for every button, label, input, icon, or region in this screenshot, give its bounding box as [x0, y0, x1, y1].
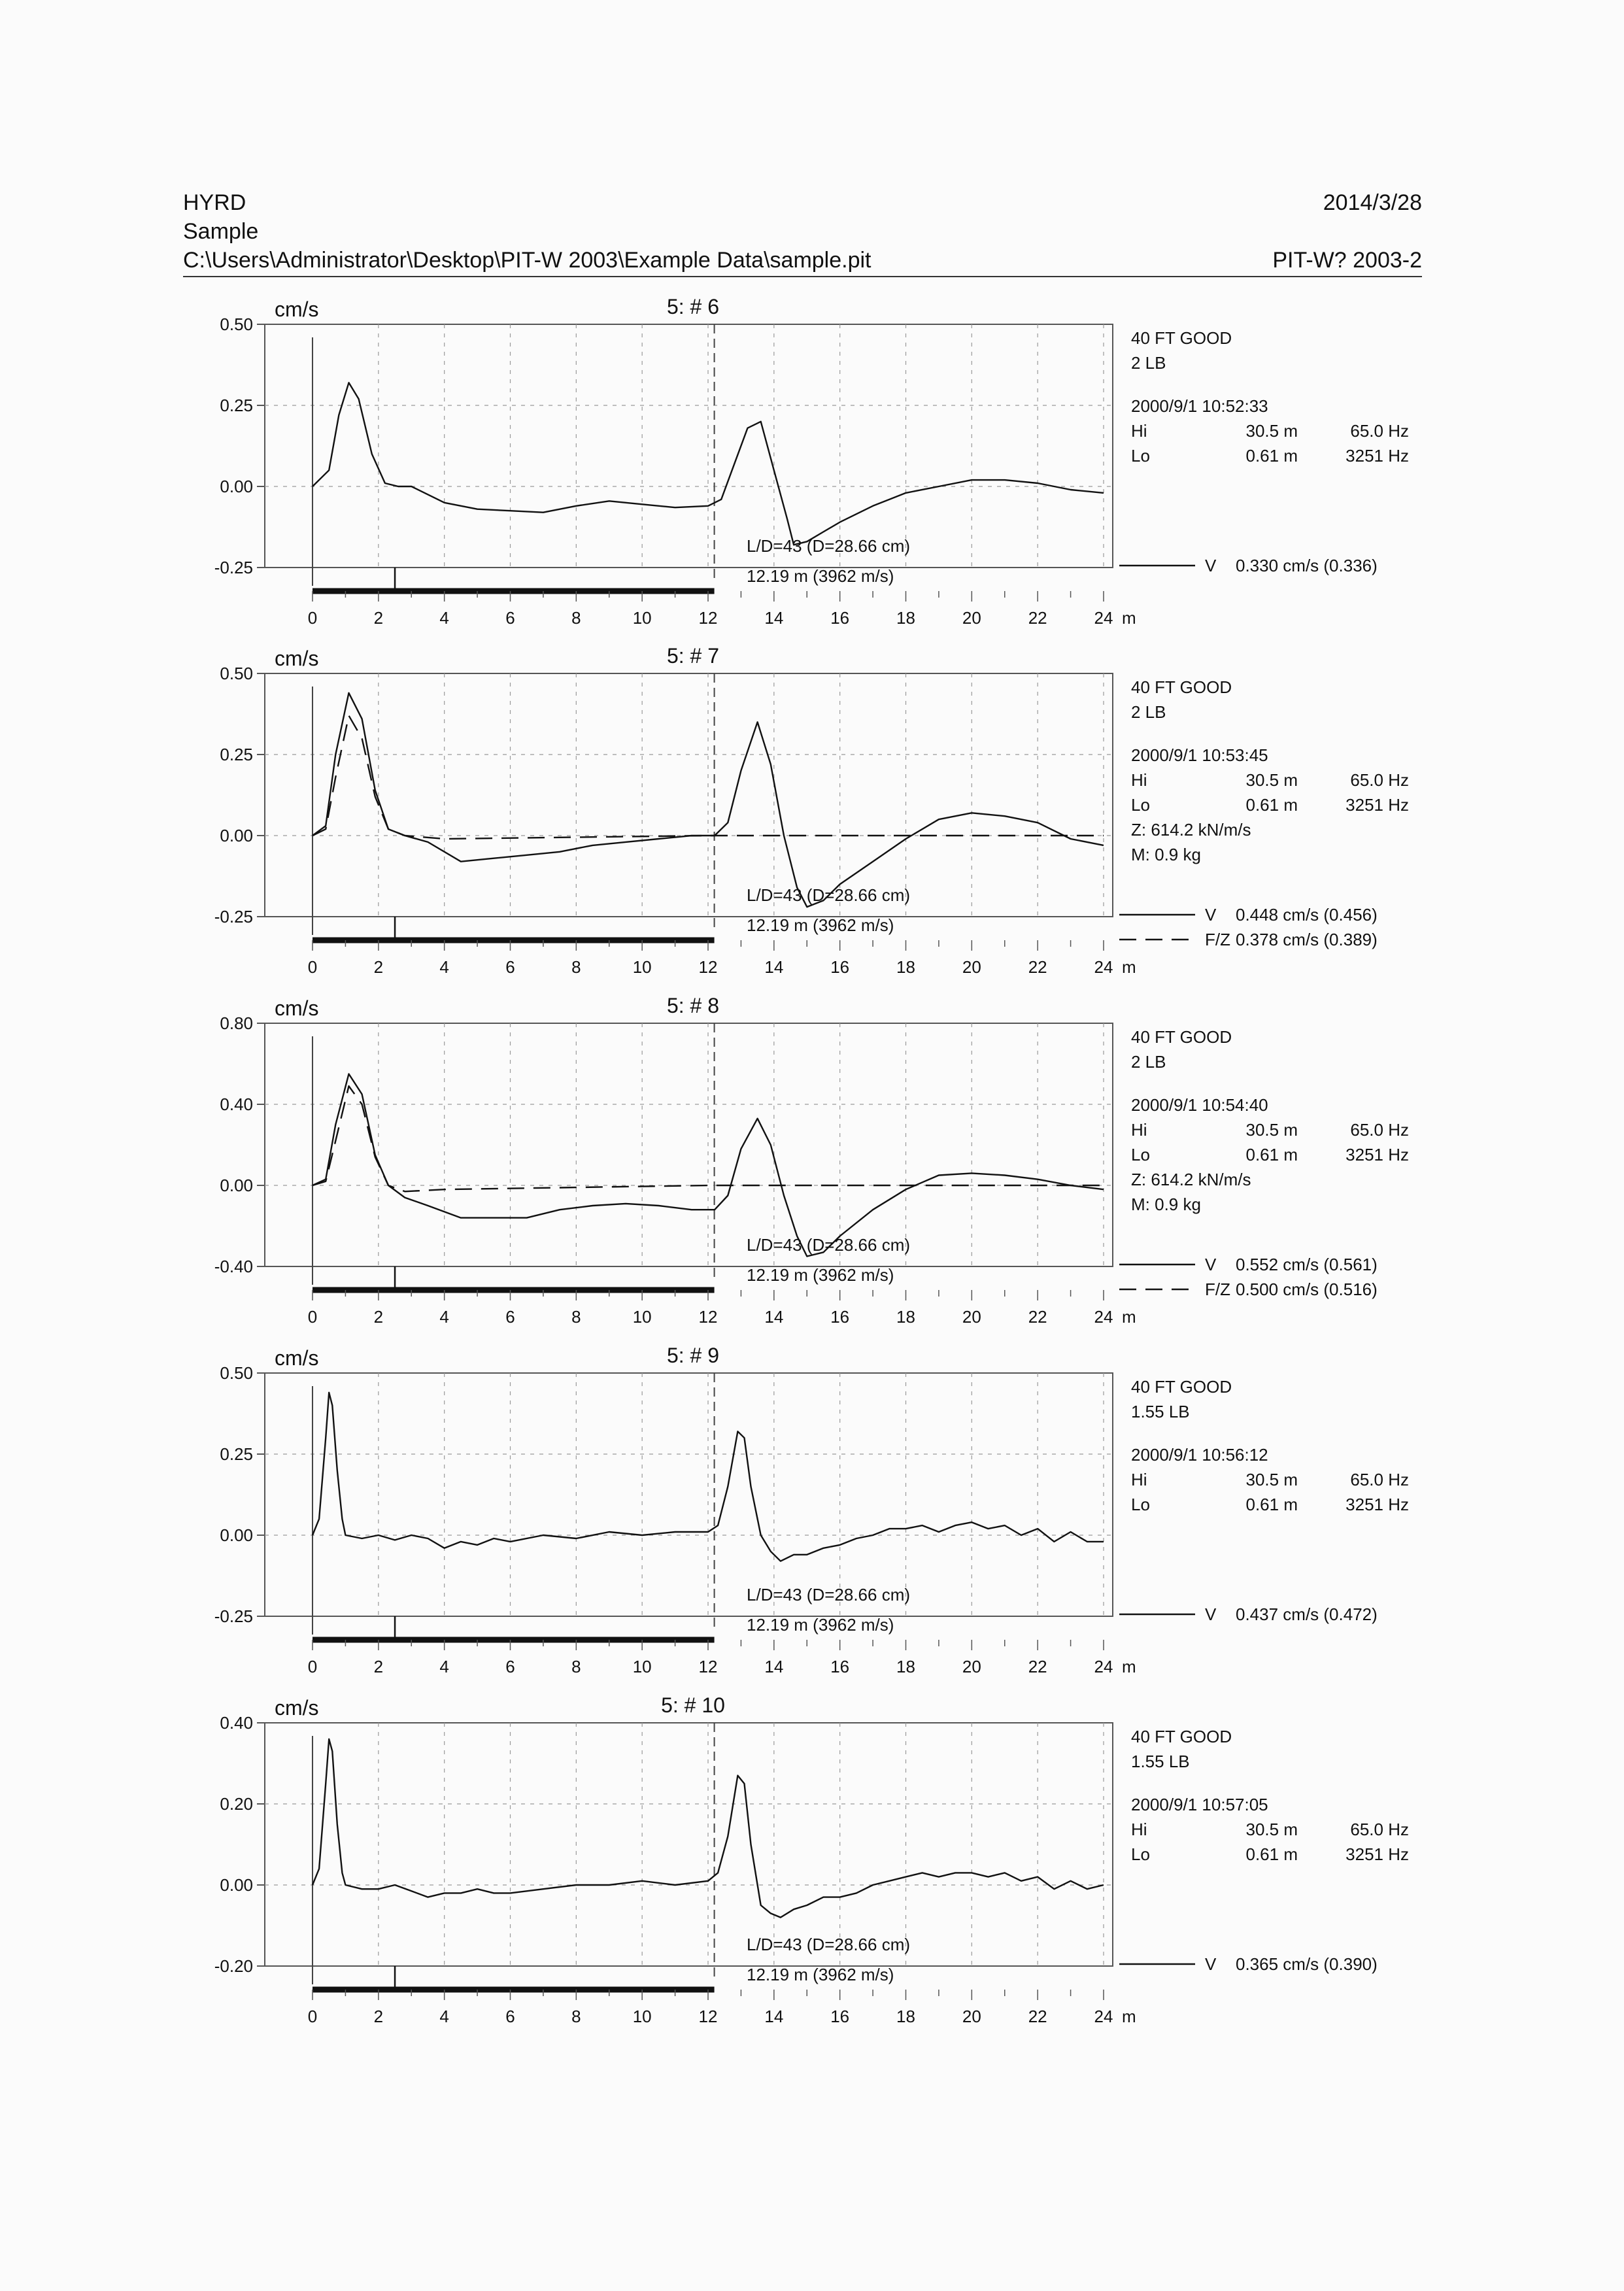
x-tick-label: 20 — [962, 957, 981, 977]
filter-frequency: 65.0 Hz — [1350, 1120, 1409, 1140]
x-tick-label: 4 — [439, 957, 449, 977]
x-tick-label: 8 — [571, 1657, 581, 1676]
y-tick-label: 0.25 — [220, 396, 253, 415]
impedance-info: Z: 614.2 kN/m/s — [1131, 1170, 1251, 1189]
legend-series-name: V — [1205, 1255, 1217, 1274]
y-tick-label: 0.50 — [220, 1363, 253, 1383]
x-tick-label: 18 — [896, 2007, 915, 2026]
x-tick-label: 14 — [764, 608, 784, 628]
ld-annotation: L/D=43 (D=28.66 cm) — [747, 1935, 911, 1954]
filter-frequency: 3251 Hz — [1345, 1145, 1409, 1164]
x-tick-label: 22 — [1028, 608, 1047, 628]
filter-frequency: 3251 Hz — [1345, 1495, 1409, 1514]
filter-name: Hi — [1131, 1470, 1147, 1489]
x-tick-label: 10 — [632, 2007, 652, 2026]
software-version: PIT-W? 2003-2 — [1272, 248, 1422, 273]
x-tick-label: 12 — [698, 1657, 718, 1676]
x-tick-label: 6 — [505, 957, 515, 977]
chart-panel — [214, 1344, 1409, 1676]
y-axis-unit: cm/s — [275, 297, 319, 321]
impedance-info: M: 0.9 kg — [1131, 1195, 1201, 1214]
filter-name: Hi — [1131, 770, 1147, 790]
x-tick-label: 20 — [962, 2007, 981, 2026]
x-tick-label: 18 — [896, 1657, 915, 1676]
x-tick-label: 0 — [307, 957, 318, 977]
impedance-info: M: 0.9 kg — [1131, 845, 1201, 864]
impedance-info: Z: 614.2 kN/m/s — [1131, 820, 1251, 840]
x-tick-label: 10 — [632, 957, 652, 977]
legend-series-name: V — [1205, 1604, 1217, 1624]
chart-panel — [214, 644, 1409, 977]
length-annotation: 12.19 m (3962 m/s) — [747, 1615, 894, 1635]
length-annotation: 12.19 m (3962 m/s) — [747, 566, 894, 586]
filter-name: Lo — [1131, 795, 1150, 815]
plot-frame — [265, 1723, 1113, 1966]
x-tick-label: 0 — [307, 1307, 318, 1327]
x-tick-label: 14 — [764, 957, 784, 977]
filter-name: Hi — [1131, 1120, 1147, 1140]
filter-name: Lo — [1131, 1844, 1150, 1864]
x-tick-label: 16 — [830, 1657, 850, 1676]
x-tick-label: 4 — [439, 2007, 449, 2026]
chart-title: 5: # 7 — [666, 644, 720, 668]
x-tick-label: 4 — [439, 1307, 449, 1327]
y-tick-label: 0.40 — [220, 1713, 253, 1733]
x-tick-label: 20 — [962, 1657, 981, 1676]
y-tick-label: 0.20 — [220, 1794, 253, 1814]
filter-length: 0.61 m — [1245, 446, 1298, 466]
x-axis-unit: m — [1122, 957, 1136, 977]
legend-series-name: F/Z — [1205, 1280, 1230, 1299]
ld-annotation: L/D=43 (D=28.66 cm) — [747, 536, 911, 556]
plot-frame — [265, 1023, 1113, 1266]
plot-frame — [265, 673, 1113, 917]
record-timestamp: 2000/9/1 10:53:45 — [1131, 745, 1268, 765]
x-tick-label: 24 — [1094, 1307, 1113, 1327]
x-tick-label: 22 — [1028, 2007, 1047, 2026]
y-axis-unit: cm/s — [275, 996, 319, 1020]
y-tick-label: 0.80 — [220, 1013, 253, 1033]
y-tick-label: 0.25 — [220, 1444, 253, 1464]
legend-series-name: V — [1205, 905, 1217, 925]
filter-name: Lo — [1131, 446, 1150, 466]
x-tick-label: 8 — [571, 1307, 581, 1327]
x-tick-label: 12 — [698, 957, 718, 977]
legend-series-name: F/Z — [1205, 930, 1230, 949]
pile-description: 40 FT GOOD — [1131, 1377, 1232, 1397]
ld-annotation: L/D=43 (D=28.66 cm) — [747, 1585, 911, 1604]
chart-title: 5: # 9 — [666, 1344, 720, 1367]
x-tick-label: 14 — [764, 1307, 784, 1327]
y-tick-label: 0.25 — [220, 745, 253, 764]
record-timestamp: 2000/9/1 10:54:40 — [1131, 1095, 1268, 1115]
x-tick-label: 24 — [1094, 1657, 1113, 1676]
hammer-weight: 2 LB — [1131, 702, 1166, 722]
company-name: HYRD — [183, 190, 246, 215]
legend-peak-value: 0.378 cm/s (0.389) — [1236, 930, 1378, 949]
x-tick-label: 2 — [373, 2007, 384, 2026]
legend-peak-value: 0.552 cm/s (0.561) — [1236, 1255, 1378, 1274]
x-tick-label: 18 — [896, 608, 915, 628]
x-tick-label: 18 — [896, 1307, 915, 1327]
y-tick-label: -0.25 — [214, 558, 253, 577]
y-tick-label: 0.50 — [220, 314, 253, 334]
legend-series-name: V — [1205, 1954, 1217, 1974]
y-tick-label: 0.00 — [220, 1525, 253, 1545]
chart-title: 5: # 8 — [666, 994, 720, 1017]
x-tick-label: 8 — [571, 608, 581, 628]
x-tick-label: 20 — [962, 608, 981, 628]
y-axis-unit: cm/s — [275, 1346, 319, 1370]
x-tick-label: 16 — [830, 2007, 850, 2026]
x-axis-unit: m — [1122, 2007, 1136, 2026]
x-tick-label: 14 — [764, 1657, 784, 1676]
pile-description: 40 FT GOOD — [1131, 1727, 1232, 1746]
x-tick-label: 12 — [698, 1307, 718, 1327]
x-tick-label: 10 — [632, 1657, 652, 1676]
filter-length: 30.5 m — [1245, 421, 1298, 441]
y-tick-label: -0.25 — [214, 1606, 253, 1626]
y-tick-label: -0.20 — [214, 1956, 253, 1976]
chart-panel — [214, 295, 1409, 628]
record-timestamp: 2000/9/1 10:52:33 — [1131, 396, 1268, 416]
x-tick-label: 6 — [505, 1307, 515, 1327]
x-tick-label: 16 — [830, 957, 850, 977]
x-tick-label: 2 — [373, 1307, 384, 1327]
legend-series-name: V — [1205, 556, 1217, 575]
pile-description: 40 FT GOOD — [1131, 1027, 1232, 1047]
x-tick-label: 8 — [571, 2007, 581, 2026]
chart-title: 5: # 10 — [661, 1693, 725, 1717]
pile-description: 40 FT GOOD — [1131, 328, 1232, 348]
sample-name: Sample — [183, 219, 259, 244]
x-tick-label: 14 — [764, 2007, 784, 2026]
legend-peak-value: 0.330 cm/s (0.336) — [1236, 556, 1378, 575]
y-tick-label: 0.40 — [220, 1095, 253, 1114]
filter-frequency: 65.0 Hz — [1350, 770, 1409, 790]
x-tick-label: 8 — [571, 957, 581, 977]
y-axis-unit: cm/s — [275, 647, 319, 670]
x-tick-label: 16 — [830, 1307, 850, 1327]
filter-frequency: 3251 Hz — [1345, 1844, 1409, 1864]
filter-length: 30.5 m — [1245, 1470, 1298, 1489]
chart-panel — [214, 1693, 1409, 2026]
filter-name: Lo — [1131, 1495, 1150, 1514]
x-tick-label: 22 — [1028, 1307, 1047, 1327]
x-tick-label: 12 — [698, 2007, 718, 2026]
legend-peak-value: 0.500 cm/s (0.516) — [1236, 1280, 1378, 1299]
filter-length: 0.61 m — [1245, 1145, 1298, 1164]
y-tick-label: 0.00 — [220, 826, 253, 845]
hammer-weight: 2 LB — [1131, 353, 1166, 373]
x-tick-label: 16 — [830, 608, 850, 628]
x-tick-label: 2 — [373, 608, 384, 628]
x-tick-label: 12 — [698, 608, 718, 628]
legend-peak-value: 0.437 cm/s (0.472) — [1236, 1604, 1378, 1624]
x-tick-label: 10 — [632, 1307, 652, 1327]
hammer-weight: 2 LB — [1131, 1052, 1166, 1072]
filter-frequency: 3251 Hz — [1345, 446, 1409, 466]
filter-name: Hi — [1131, 1820, 1147, 1839]
x-tick-label: 4 — [439, 608, 449, 628]
filter-frequency: 65.0 Hz — [1350, 1470, 1409, 1489]
ld-annotation: L/D=43 (D=28.66 cm) — [747, 885, 911, 905]
length-annotation: 12.19 m (3962 m/s) — [747, 1965, 894, 1984]
record-timestamp: 2000/9/1 10:56:12 — [1131, 1445, 1268, 1465]
plot-frame — [265, 324, 1113, 568]
x-tick-label: 6 — [505, 1657, 515, 1676]
file-path: C:\Users\Administrator\Desktop\PIT-W 2003\Example Data\sample.pit — [183, 248, 871, 273]
y-tick-label: -0.40 — [214, 1257, 253, 1276]
filter-length: 30.5 m — [1245, 1820, 1298, 1839]
x-tick-label: 2 — [373, 1657, 384, 1676]
plot-frame — [265, 1373, 1113, 1616]
y-tick-label: 0.50 — [220, 664, 253, 683]
x-axis-unit: m — [1122, 1307, 1136, 1327]
x-tick-label: 24 — [1094, 608, 1113, 628]
hammer-weight: 1.55 LB — [1131, 1402, 1190, 1421]
filter-name: Hi — [1131, 421, 1147, 441]
filter-length: 0.61 m — [1245, 1495, 1298, 1514]
y-tick-label: -0.25 — [214, 907, 253, 926]
x-tick-label: 0 — [307, 1657, 318, 1676]
filter-length: 0.61 m — [1245, 1844, 1298, 1864]
filter-length: 0.61 m — [1245, 795, 1298, 815]
x-axis-unit: m — [1122, 1657, 1136, 1676]
length-annotation: 12.19 m (3962 m/s) — [747, 1265, 894, 1285]
y-axis-unit: cm/s — [275, 1696, 319, 1720]
x-tick-label: 18 — [896, 957, 915, 977]
x-tick-label: 2 — [373, 957, 384, 977]
x-tick-label: 20 — [962, 1307, 981, 1327]
ld-annotation: L/D=43 (D=28.66 cm) — [747, 1235, 911, 1255]
x-tick-label: 6 — [505, 608, 515, 628]
y-tick-label: 0.00 — [220, 1176, 253, 1195]
series-v-line — [313, 1074, 1104, 1257]
x-tick-label: 4 — [439, 1657, 449, 1676]
chart-title: 5: # 6 — [666, 295, 720, 318]
filter-frequency: 65.0 Hz — [1350, 1820, 1409, 1839]
y-tick-label: 0.00 — [220, 477, 253, 496]
x-tick-label: 0 — [307, 2007, 318, 2026]
x-axis-unit: m — [1122, 608, 1136, 628]
x-tick-label: 6 — [505, 2007, 515, 2026]
filter-name: Lo — [1131, 1145, 1150, 1164]
filter-length: 30.5 m — [1245, 770, 1298, 790]
pile-description: 40 FT GOOD — [1131, 677, 1232, 697]
x-tick-label: 24 — [1094, 957, 1113, 977]
record-timestamp: 2000/9/1 10:57:05 — [1131, 1795, 1268, 1814]
series-fz-line — [313, 1086, 1104, 1191]
legend-peak-value: 0.448 cm/s (0.456) — [1236, 905, 1378, 925]
filter-length: 30.5 m — [1245, 1120, 1298, 1140]
hammer-weight: 1.55 LB — [1131, 1752, 1190, 1771]
chart-panel — [214, 994, 1409, 1327]
x-tick-label: 22 — [1028, 957, 1047, 977]
x-tick-label: 22 — [1028, 1657, 1047, 1676]
length-annotation: 12.19 m (3962 m/s) — [747, 915, 894, 935]
report-date: 2014/3/28 — [1323, 190, 1422, 215]
x-tick-label: 24 — [1094, 2007, 1113, 2026]
filter-frequency: 65.0 Hz — [1350, 421, 1409, 441]
x-tick-label: 10 — [632, 608, 652, 628]
y-tick-label: 0.00 — [220, 1875, 253, 1895]
filter-frequency: 3251 Hz — [1345, 795, 1409, 815]
x-tick-label: 0 — [307, 608, 318, 628]
legend-peak-value: 0.365 cm/s (0.390) — [1236, 1954, 1378, 1974]
